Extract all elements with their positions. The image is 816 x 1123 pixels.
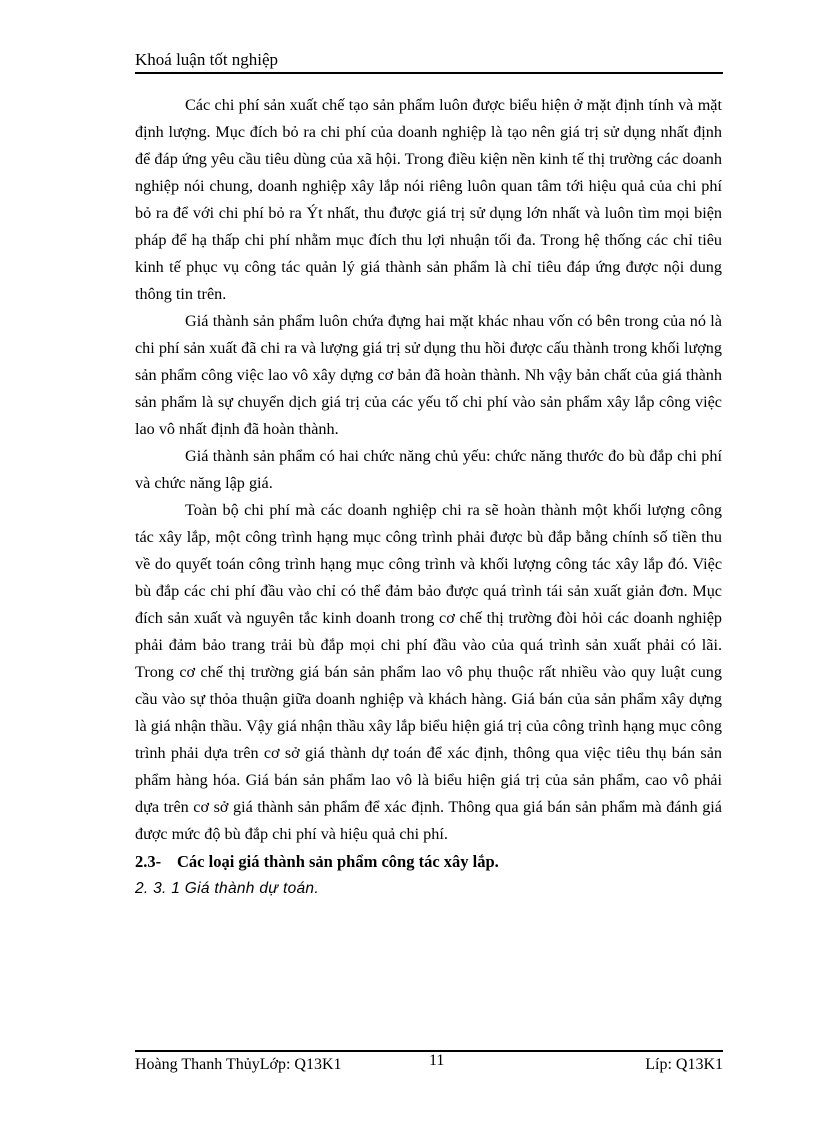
footer-class: Líp: Q13K1 [645, 1056, 723, 1073]
section-number: 2.3- [135, 852, 162, 871]
section-title: Các loại giá thành sản phẩm công tác xây lắp. [177, 852, 499, 871]
paragraph: Giá thành sản phẩm luôn chứa đựng hai mặt khác nhau vốn có bên trong của nó là chi phí sản xuất đã chi ra và lượng giá trị sử dụng thu hồi được cấu thành trong khối lượng sản phẩm công việc lao vô xây dựng cơ bản đã hoàn thành. Nh vậy bản chất của giá thành sản phẩm là sự chuyển dịch giá trị của các yếu tố chi phí vào sản phẩm xây lắp công việc lao vô nhất định đã hoàn thành. [135, 312, 722, 438]
paragraph: Toàn bộ chi phí mà các doanh nghiệp chi ra sẽ hoàn thành một khối lượng công tác xây lắp, một công trình hạng mục công trình phải được bù đắp bằng chính số tiền thu về do quyết toán công trình hạng mục công trình và khối lượng công tác xây lắp đó. Việc bù đắp các chi phí đầu vào chỉ có thể đảm bảo được quá trình tái sản xuất giản đơn. Mục đích sản xuất và nguyên tắc kinh doanh trong cơ chế thị trường đòi hỏi các doanh nghiệp phải đảm bảo trang trải bù đắp mọi chi phí đầu vào của quá trình sản xuất phải có lãi. Trong cơ chế thị trường giá bán sản phẩm lao vô phụ thuộc rất nhiều vào quy luật cung cầu vào sự thỏa thuận giữa doanh nghiệp và khách hàng. Giá bán của sản phẩm xây dựng là giá nhận thầu. Vậy giá nhận thầu xây lắp biểu hiện giá trị của công trình hạng mục công trình phải dựa trên cơ sở giá thành dự toán để xác định, thông qua việc tiêu thụ bán sản phẩm hàng hóa. Giá bán sản phẩm lao vô là biểu hiện giá trị của sản phẩm, cao vô phải dựa trên cơ sở giá thành sản phẩm để xác định. Thông qua giá bán sản phẩm mà đánh giá được mức độ bù đắp chi phí và hiệu quả chi phí. [135, 501, 722, 843]
page-number: 11 [429, 1052, 445, 1069]
page-content [135, 92, 722, 902]
section-heading [135, 848, 722, 875]
page-header [135, 50, 723, 74]
paragraph: Các chi phí sản xuất chế tạo sản phẩm luôn được biểu hiện ở mặt định tính và mặt định lượng. Mục đích bỏ ra chi phí của doanh nghiệp là tạo nên giá trị sử dụng nhất định để đáp ứng yêu cầu tiêu dùng của xã hội. Trong điều kiện nền kinh tế thị trường các doanh nghiệp nói chung, doanh nghiệp xây lắp nói riêng luôn quan tâm tới hiệu quả của chi phí bỏ ra để với chi phí bỏ ra Ýt nhất, thu được giá trị sử dụng lớn nhất và luôn tìm mọi biện pháp để hạ thấp chi phí nhằm mục đích thu lợi nhuận tối đa. Trong hệ thống các chỉ tiêu kinh tế phục vụ công tác quản lý giá thành sản phẩm là chỉ tiêu đáp ứng được nội dung thông tin trên. [135, 96, 722, 303]
paragraph: Giá thành sản phẩm có hai chức năng chủ yếu: chức năng thước đo bù đắp chi phí và chức năng lập giá. [135, 447, 722, 492]
subsection-heading: 2. 3. 1 Giá thành dự toán. [135, 880, 319, 897]
header-title: Khoá luận tốt nghiệp [135, 50, 279, 69]
footer-author: Hoàng Thanh ThủyLớp: Q13K1 [135, 1056, 342, 1073]
